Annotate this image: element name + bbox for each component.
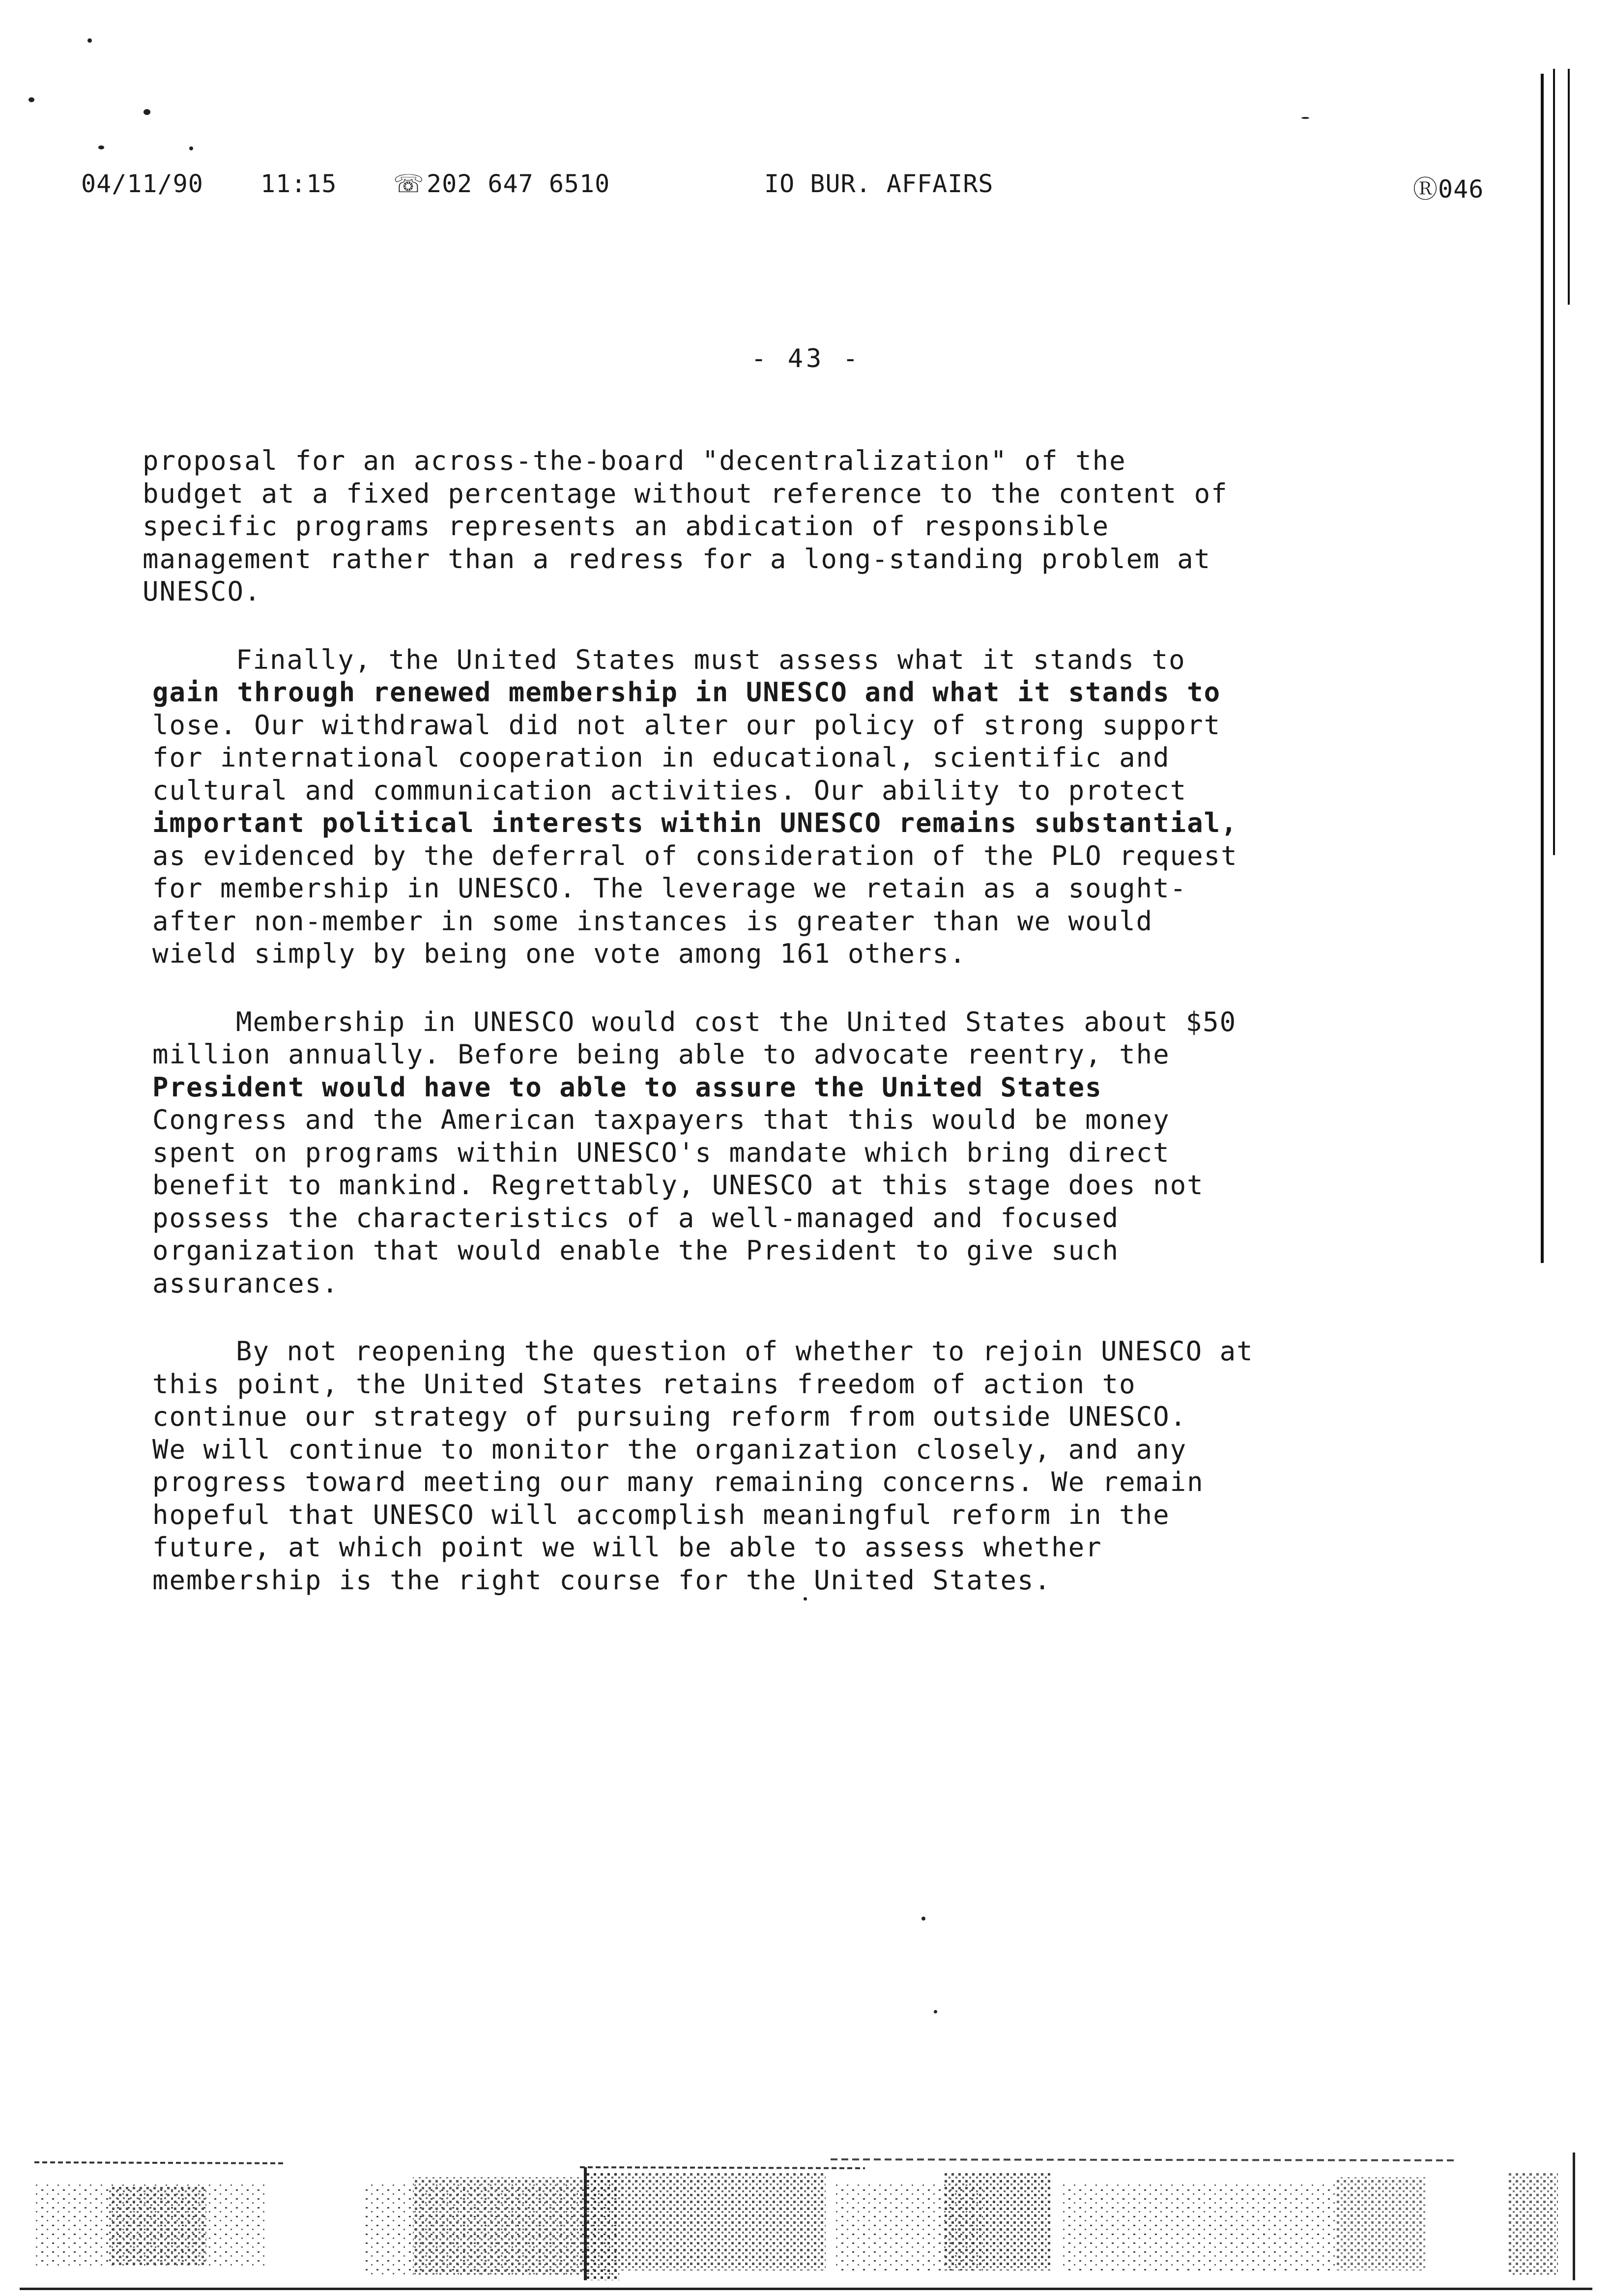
fax-header [0,170,1612,214]
text-line: cultural and communication activities. Our ability to protect [152,775,1187,806]
text-line: million annually. Before being able to advocate reentry, the [152,1039,1170,1070]
text-line: Membership in UNESCO would cost the United States about $50 [236,1006,1237,1037]
text-line: gain through renewed membership in UNESCO and what it stands to [152,677,1221,708]
text-line: progress toward meeting our many remaining concerns. We remain [152,1466,1204,1497]
scan-speck [87,38,92,43]
paragraph [143,1006,1381,1300]
scan-speck [934,2010,937,2013]
text-line: important political interests within UNESCO remains substantial, [152,807,1238,838]
text-line: By not reopening the question of whether to rejoin UNESCO at [236,1336,1254,1367]
text-line: lose. Our withdrawal did not alter our policy of strong support [152,709,1221,741]
telephone-icon: ☏ [393,170,425,198]
text-line: hopeful that UNESCO will accomplish meaningful reform in the [152,1499,1170,1530]
scan-speck [189,146,193,150]
text-line: proposal for an across-the-board "decentralization" of the [143,445,1126,476]
text-line: organization that would enable the President to give such [152,1235,1120,1266]
scan-speck [921,1917,925,1921]
text-line: possess the characteristics of a well-managed and focused [152,1202,1120,1234]
fax-office: IO BUR. AFFAIRS [764,170,994,198]
scan-speck [804,1597,807,1601]
scan-speck [98,145,104,149]
fax-phone-number: 202 647 6510 [427,170,610,198]
scan-speck [144,109,150,115]
fax-page-code: Ⓡ046 [1413,175,1484,203]
text-line: this point, the United States retains freedom of action to [152,1368,1136,1400]
text-line: President would have to able to assure the United States [152,1071,1102,1103]
text-line: Finally, the United States must assess what it stands to [236,644,1186,675]
text-line: benefit to mankind. Regrettably, UNESCO at this stage does not [152,1170,1204,1201]
document-body [143,445,1381,1632]
text-line: wield simply by being one vote among 161 others. [152,938,967,969]
margin-scan-line [1541,74,1544,1263]
text-line: future, at which point we will be able to assess whether [152,1532,1102,1563]
text-line: spent on programs within UNESCO's mandate which bring direct [152,1137,1170,1168]
text-line: specific programs represents an abdication of responsible [143,511,1110,542]
text-line: for membership in UNESCO. The leverage we retain as a sought- [152,873,1187,904]
text-line: We will continue to monitor the organization closely, and any [152,1434,1187,1465]
page-bottom-edge [20,2288,1592,2290]
text-line: UNESCO. [143,576,261,607]
page-number: - 43 - [751,344,861,373]
text-line: budget at a fixed percentage without reference to the content of [143,478,1228,509]
text-line: after non-member in some instances is greater than we would [152,905,1153,937]
text-line: Congress and the American taxpayers that this would be money [152,1104,1170,1135]
text-line: for international cooperation in educational, scientific and [152,742,1170,773]
text-line: membership is the right course for the United States. [152,1564,1052,1596]
fax-date: 04/11/90 [81,170,203,198]
text-line: continue our strategy of pursuing reform from outside UNESCO. [152,1401,1187,1432]
text-line: as evidenced by the deferral of consideration of the PLO request [152,840,1238,871]
page-marker-icon: Ⓡ [1413,175,1438,203]
scan-noise-band [29,2152,1583,2280]
text-line: assurances. [152,1267,339,1299]
paragraph [143,445,1381,608]
scan-speck [1301,117,1309,119]
fax-time: 11:15 [260,170,337,198]
scan-speck [29,97,34,102]
paragraph [143,1335,1381,1597]
paragraph [143,644,1381,971]
text-line: management rather than a redress for a long-standing problem at [143,543,1211,574]
